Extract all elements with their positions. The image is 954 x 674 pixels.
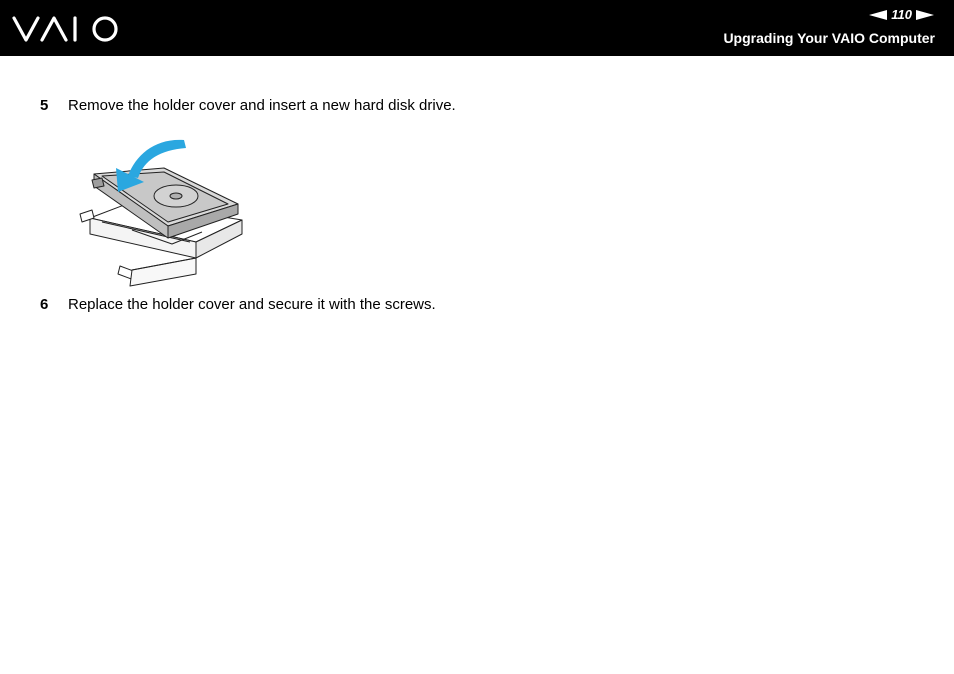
step-6 (40, 296, 436, 314)
step-text: Remove the holder cover and insert a new hard disk drive. (68, 97, 456, 114)
page-number: 110 (891, 7, 912, 22)
vaio-logo (12, 14, 124, 44)
step-number: 6 (40, 296, 49, 313)
hard-disk-drive-illustration (72, 134, 248, 290)
step-5 (40, 97, 456, 115)
previous-page-icon[interactable] (869, 10, 887, 20)
next-page-icon[interactable] (916, 10, 934, 20)
step-number: 5 (40, 97, 49, 114)
page-navigation (869, 8, 934, 22)
page-header (0, 0, 954, 56)
step-text: Replace the holder cover and secure it with the screws. (68, 296, 436, 313)
section-title: Upgrading Your VAIO Computer (723, 30, 935, 46)
